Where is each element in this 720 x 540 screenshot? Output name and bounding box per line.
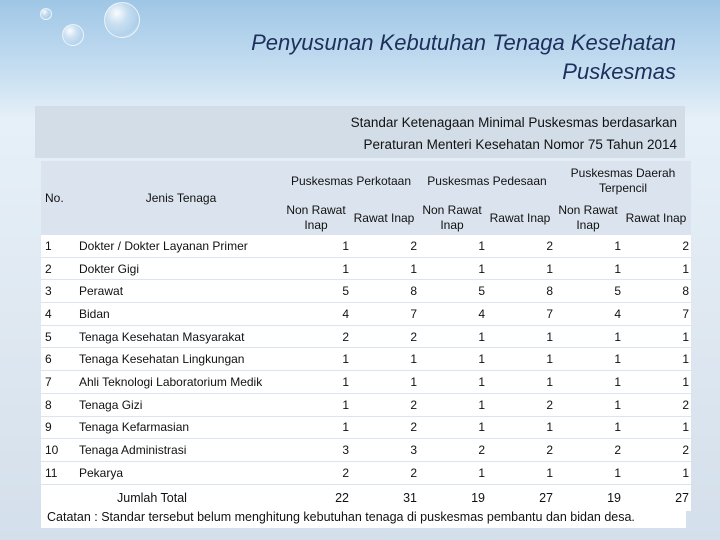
row-jenis-tenaga: Dokter Gigi bbox=[77, 257, 283, 280]
row-number: 6 bbox=[41, 348, 77, 371]
row-jenis-tenaga: Tenaga Gizi bbox=[77, 393, 283, 416]
row-value: 1 bbox=[623, 325, 691, 348]
row-value: 1 bbox=[283, 348, 351, 371]
row-value: 1 bbox=[487, 371, 555, 394]
header-jenis-tenaga: Jenis Tenaga bbox=[77, 161, 283, 235]
row-number: 3 bbox=[41, 280, 77, 303]
total-value: 31 bbox=[403, 490, 417, 505]
table-row bbox=[41, 461, 691, 484]
subheader-non-rawat-inap: Non Rawat Inap bbox=[555, 201, 623, 235]
footnote: Catatan : Standar tersebut belum menghitung kebutuhan tenaga di puskesmas pembantu dan bidan desa. bbox=[41, 506, 686, 528]
table-row bbox=[41, 280, 691, 303]
row-value: 2 bbox=[283, 325, 351, 348]
row-value: 2 bbox=[555, 439, 623, 462]
row-jenis-tenaga: Pekarya bbox=[77, 461, 283, 484]
row-number: 9 bbox=[41, 416, 77, 439]
row-number: 7 bbox=[41, 371, 77, 394]
table-header-row bbox=[41, 161, 691, 201]
row-value: 1 bbox=[487, 325, 555, 348]
row-value: 1 bbox=[283, 393, 351, 416]
slide-title bbox=[251, 28, 676, 86]
subheader-rawat-inap: Rawat Inap bbox=[351, 201, 419, 235]
table-row bbox=[41, 303, 691, 326]
table-row bbox=[41, 325, 691, 348]
subheader-non-rawat-inap: Non Rawat Inap bbox=[419, 201, 487, 235]
row-value: 1 bbox=[419, 461, 487, 484]
subtitle-box bbox=[35, 106, 685, 158]
row-value: 1 bbox=[623, 257, 691, 280]
row-value: 3 bbox=[283, 439, 351, 462]
row-value: 7 bbox=[487, 303, 555, 326]
row-value: 1 bbox=[487, 257, 555, 280]
subheader-non-rawat-inap: Non Rawat Inap bbox=[283, 201, 351, 235]
subtitle-line-1: Standar Ketenagaan Minimal Puskesmas berdasarkan bbox=[350, 115, 677, 130]
row-value: 1 bbox=[487, 348, 555, 371]
row-value: 2 bbox=[623, 235, 691, 257]
row-value: 1 bbox=[419, 257, 487, 280]
row-value: 1 bbox=[419, 348, 487, 371]
table-row bbox=[41, 235, 691, 257]
row-value: 1 bbox=[623, 348, 691, 371]
total-value: 27 bbox=[539, 490, 553, 505]
table-row bbox=[41, 393, 691, 416]
row-value: 1 bbox=[351, 371, 419, 394]
row-value: 1 bbox=[283, 257, 351, 280]
table-row bbox=[41, 257, 691, 280]
row-number: 5 bbox=[41, 325, 77, 348]
header-no: No. bbox=[41, 161, 77, 235]
row-value: 8 bbox=[351, 280, 419, 303]
row-value: 1 bbox=[283, 371, 351, 394]
row-value: 1 bbox=[419, 416, 487, 439]
staffing-table bbox=[41, 161, 691, 511]
row-value: 1 bbox=[623, 416, 691, 439]
row-value: 2 bbox=[351, 235, 419, 257]
table-row bbox=[41, 348, 691, 371]
table-row bbox=[41, 416, 691, 439]
total-label: Jumlah Total bbox=[117, 490, 187, 505]
row-value: 4 bbox=[419, 303, 487, 326]
row-value: 1 bbox=[555, 371, 623, 394]
row-jenis-tenaga: Perawat bbox=[77, 280, 283, 303]
slide-title-line-1: Penyusunan Kebutuhan Tenaga Kesehatan bbox=[251, 30, 676, 55]
row-value: 1 bbox=[555, 235, 623, 257]
row-value: 1 bbox=[487, 461, 555, 484]
row-jenis-tenaga: Tenaga Kefarmasian bbox=[77, 416, 283, 439]
row-value: 1 bbox=[555, 461, 623, 484]
table-row bbox=[41, 439, 691, 462]
row-value: 2 bbox=[623, 393, 691, 416]
row-value: 1 bbox=[555, 325, 623, 348]
slide-title-line-2: Puskesmas bbox=[562, 59, 676, 84]
row-value: 1 bbox=[351, 257, 419, 280]
row-value: 2 bbox=[351, 325, 419, 348]
row-value: 4 bbox=[555, 303, 623, 326]
row-value: 1 bbox=[419, 371, 487, 394]
row-value: 1 bbox=[555, 416, 623, 439]
row-value: 5 bbox=[283, 280, 351, 303]
subtitle-line-2: Peraturan Menteri Kesehatan Nomor 75 Tahun 2014 bbox=[363, 137, 677, 152]
subheader-rawat-inap: Rawat Inap bbox=[623, 201, 691, 235]
row-value: 1 bbox=[419, 325, 487, 348]
table-body bbox=[41, 235, 691, 484]
row-value: 8 bbox=[487, 280, 555, 303]
row-number: 4 bbox=[41, 303, 77, 326]
row-value: 2 bbox=[419, 439, 487, 462]
row-value: 1 bbox=[487, 416, 555, 439]
row-jenis-tenaga: Tenaga Kesehatan Lingkungan bbox=[77, 348, 283, 371]
row-value: 8 bbox=[623, 280, 691, 303]
decorative-bubble bbox=[104, 2, 140, 38]
row-number: 2 bbox=[41, 257, 77, 280]
header-group-terpencil: Puskesmas Daerah Terpencil bbox=[555, 161, 691, 201]
row-value: 3 bbox=[351, 439, 419, 462]
row-value: 7 bbox=[351, 303, 419, 326]
row-value: 7 bbox=[623, 303, 691, 326]
row-value: 1 bbox=[555, 348, 623, 371]
row-value: 1 bbox=[419, 393, 487, 416]
row-value: 1 bbox=[623, 371, 691, 394]
total-value: 22 bbox=[335, 490, 349, 505]
row-value: 2 bbox=[623, 439, 691, 462]
table-row bbox=[41, 371, 691, 394]
row-jenis-tenaga: Bidan bbox=[77, 303, 283, 326]
row-value: 1 bbox=[283, 416, 351, 439]
row-value: 5 bbox=[555, 280, 623, 303]
row-value: 2 bbox=[351, 461, 419, 484]
total-value: 19 bbox=[471, 490, 485, 505]
row-jenis-tenaga: Dokter / Dokter Layanan Primer bbox=[77, 235, 283, 257]
row-value: 1 bbox=[555, 257, 623, 280]
row-value: 2 bbox=[487, 235, 555, 257]
total-value: 27 bbox=[675, 490, 689, 505]
row-value: 1 bbox=[283, 235, 351, 257]
decorative-bubble bbox=[62, 24, 84, 46]
row-value: 2 bbox=[283, 461, 351, 484]
row-jenis-tenaga: Tenaga Administrasi bbox=[77, 439, 283, 462]
row-jenis-tenaga: Ahli Teknologi Laboratorium Medik bbox=[77, 371, 283, 394]
row-number: 8 bbox=[41, 393, 77, 416]
header-group-perkotaan: Puskesmas Perkotaan bbox=[283, 161, 419, 201]
row-value: 4 bbox=[283, 303, 351, 326]
row-value: 1 bbox=[623, 461, 691, 484]
row-value: 5 bbox=[419, 280, 487, 303]
header-group-pedesaan: Puskesmas Pedesaan bbox=[419, 161, 555, 201]
row-value: 2 bbox=[351, 393, 419, 416]
row-value: 2 bbox=[487, 439, 555, 462]
row-number: 11 bbox=[41, 461, 77, 484]
row-value: 2 bbox=[487, 393, 555, 416]
row-jenis-tenaga: Tenaga Kesehatan Masyarakat bbox=[77, 325, 283, 348]
row-value: 2 bbox=[351, 416, 419, 439]
row-value: 1 bbox=[555, 393, 623, 416]
total-value: 19 bbox=[607, 490, 621, 505]
subheader-rawat-inap: Rawat Inap bbox=[487, 201, 555, 235]
row-value: 1 bbox=[419, 235, 487, 257]
row-number: 10 bbox=[41, 439, 77, 462]
row-number: 1 bbox=[41, 235, 77, 257]
decorative-bubble bbox=[40, 8, 52, 20]
row-value: 1 bbox=[351, 348, 419, 371]
